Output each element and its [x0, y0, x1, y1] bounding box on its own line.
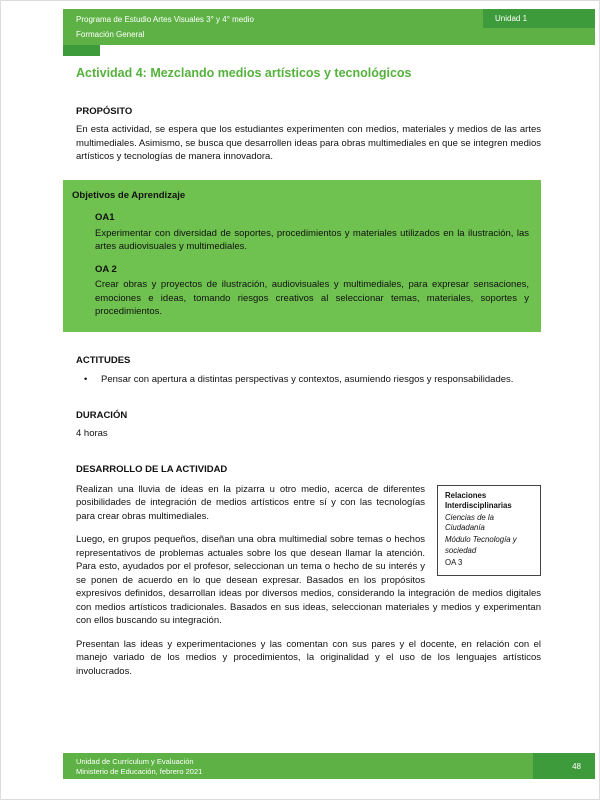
- interdisciplinary-box: [437, 485, 541, 576]
- objetivo-label: OA 2: [95, 263, 117, 275]
- actitudes-bullet-item: [76, 373, 541, 386]
- objetivo-text: Experimentar con diversidad de soportes, procedimientos y materiales utilizados en la ilustración, las artes audiovisuales y multimediales.: [95, 227, 529, 253]
- footer-unit-text: Unidad de Currículum y Evaluación: [76, 757, 194, 766]
- desarrollo-paragraph: Luego, en grupos pequeños, diseñan una obra multimedial sobre temas o hechos representativos de problemas actuales sobre los que desean llamar la atención. Para esto, ayudados por el profesor, seleccionan un tema o hecho de su interés y se ponen de acuerdo en lo que desean expresar. Basados en los propósitos expresivos definidos, desarrollan ideas por diversos medios, considerando la integración de medios digitales con medios artísticos tradicionales. Basados en sus ideas, seleccionan materiales y medios y experimentan con ellos buscando su integración.: [76, 534, 541, 627]
- page-footer: [63, 753, 595, 779]
- page-content: [72, 61, 541, 688]
- interdisciplinary-title: Relaciones Interdisciplinarias: [445, 490, 512, 511]
- actitudes-text: Pensar con apertura a distintas perspectivas y contextos, asumiendo riesgos y responsabilidades.: [101, 374, 514, 386]
- page-header: [63, 9, 595, 45]
- program-subtitle: Formación General: [76, 30, 145, 39]
- header-accent-block: [63, 45, 100, 56]
- proposito-heading: PROPÓSITO: [76, 105, 133, 117]
- interdisciplinary-module: Módulo Tecnología y sociedad: [445, 535, 517, 555]
- page-number: 48: [533, 753, 595, 779]
- objetivo-text: Crear obras y proyectos de ilustración, audiovisuales y multimediales, para expresar sensaciones, emociones e ideas, tomando riesgos creativos al seleccionar temas, materiales, soportes y procedimientos.: [95, 279, 529, 318]
- actitudes-heading: ACTITUDES: [76, 354, 131, 366]
- footer-ministry-text: Ministerio de Educación, febrero 2021: [76, 767, 203, 776]
- desarrollo-heading: DESARROLLO DE LA ACTIVIDAD: [76, 463, 228, 475]
- desarrollo-body: [76, 483, 541, 688]
- program-title: Programa de Estudio Artes Visuales 3° y 4° medio: [76, 15, 254, 24]
- bullet-icon: •: [84, 374, 88, 386]
- objetivos-heading: Objetivos de Aprendizaje: [72, 189, 186, 201]
- objetivo-item: [95, 263, 529, 319]
- proposito-text: En esta actividad, se espera que los estudiantes experimenten con medios, materiales y medios de las artes multimediales. Asimismo, se busca que desarrollen ideas para obras multimediales en que se integren medios artísticos y tecnologías de manera innovadora.: [76, 124, 541, 163]
- objetivos-box: [63, 180, 541, 332]
- interdisciplinary-oa: OA 3: [445, 557, 463, 567]
- duracion-heading: DURACIÓN: [76, 409, 128, 421]
- activity-title: Actividad 4: Mezclando medios artísticos y tecnológicos: [76, 66, 412, 80]
- objetivo-label: OA1: [95, 212, 115, 224]
- desarrollo-paragraph: Realizan una lluvia de ideas en la pizarra u otro medio, acerca de diferentes posibilidades de integración de medios artísticos entre sí y con las tecnologías para crear obras multimediales.: [76, 483, 425, 522]
- interdisciplinary-subject: Ciencias de la Ciudadanía: [445, 513, 494, 533]
- unit-badge: Unidad 1: [483, 9, 595, 28]
- duracion-value: 4 horas: [76, 428, 108, 440]
- objetivo-item: [95, 211, 529, 253]
- desarrollo-paragraph: Presentan las ideas y experimentaciones y las comentan con sus pares y el docente, en relación con el manejo variado de los medios y procedimientos, la originalidad y el uso de los lenguajes artísticos involucrados.: [76, 638, 541, 677]
